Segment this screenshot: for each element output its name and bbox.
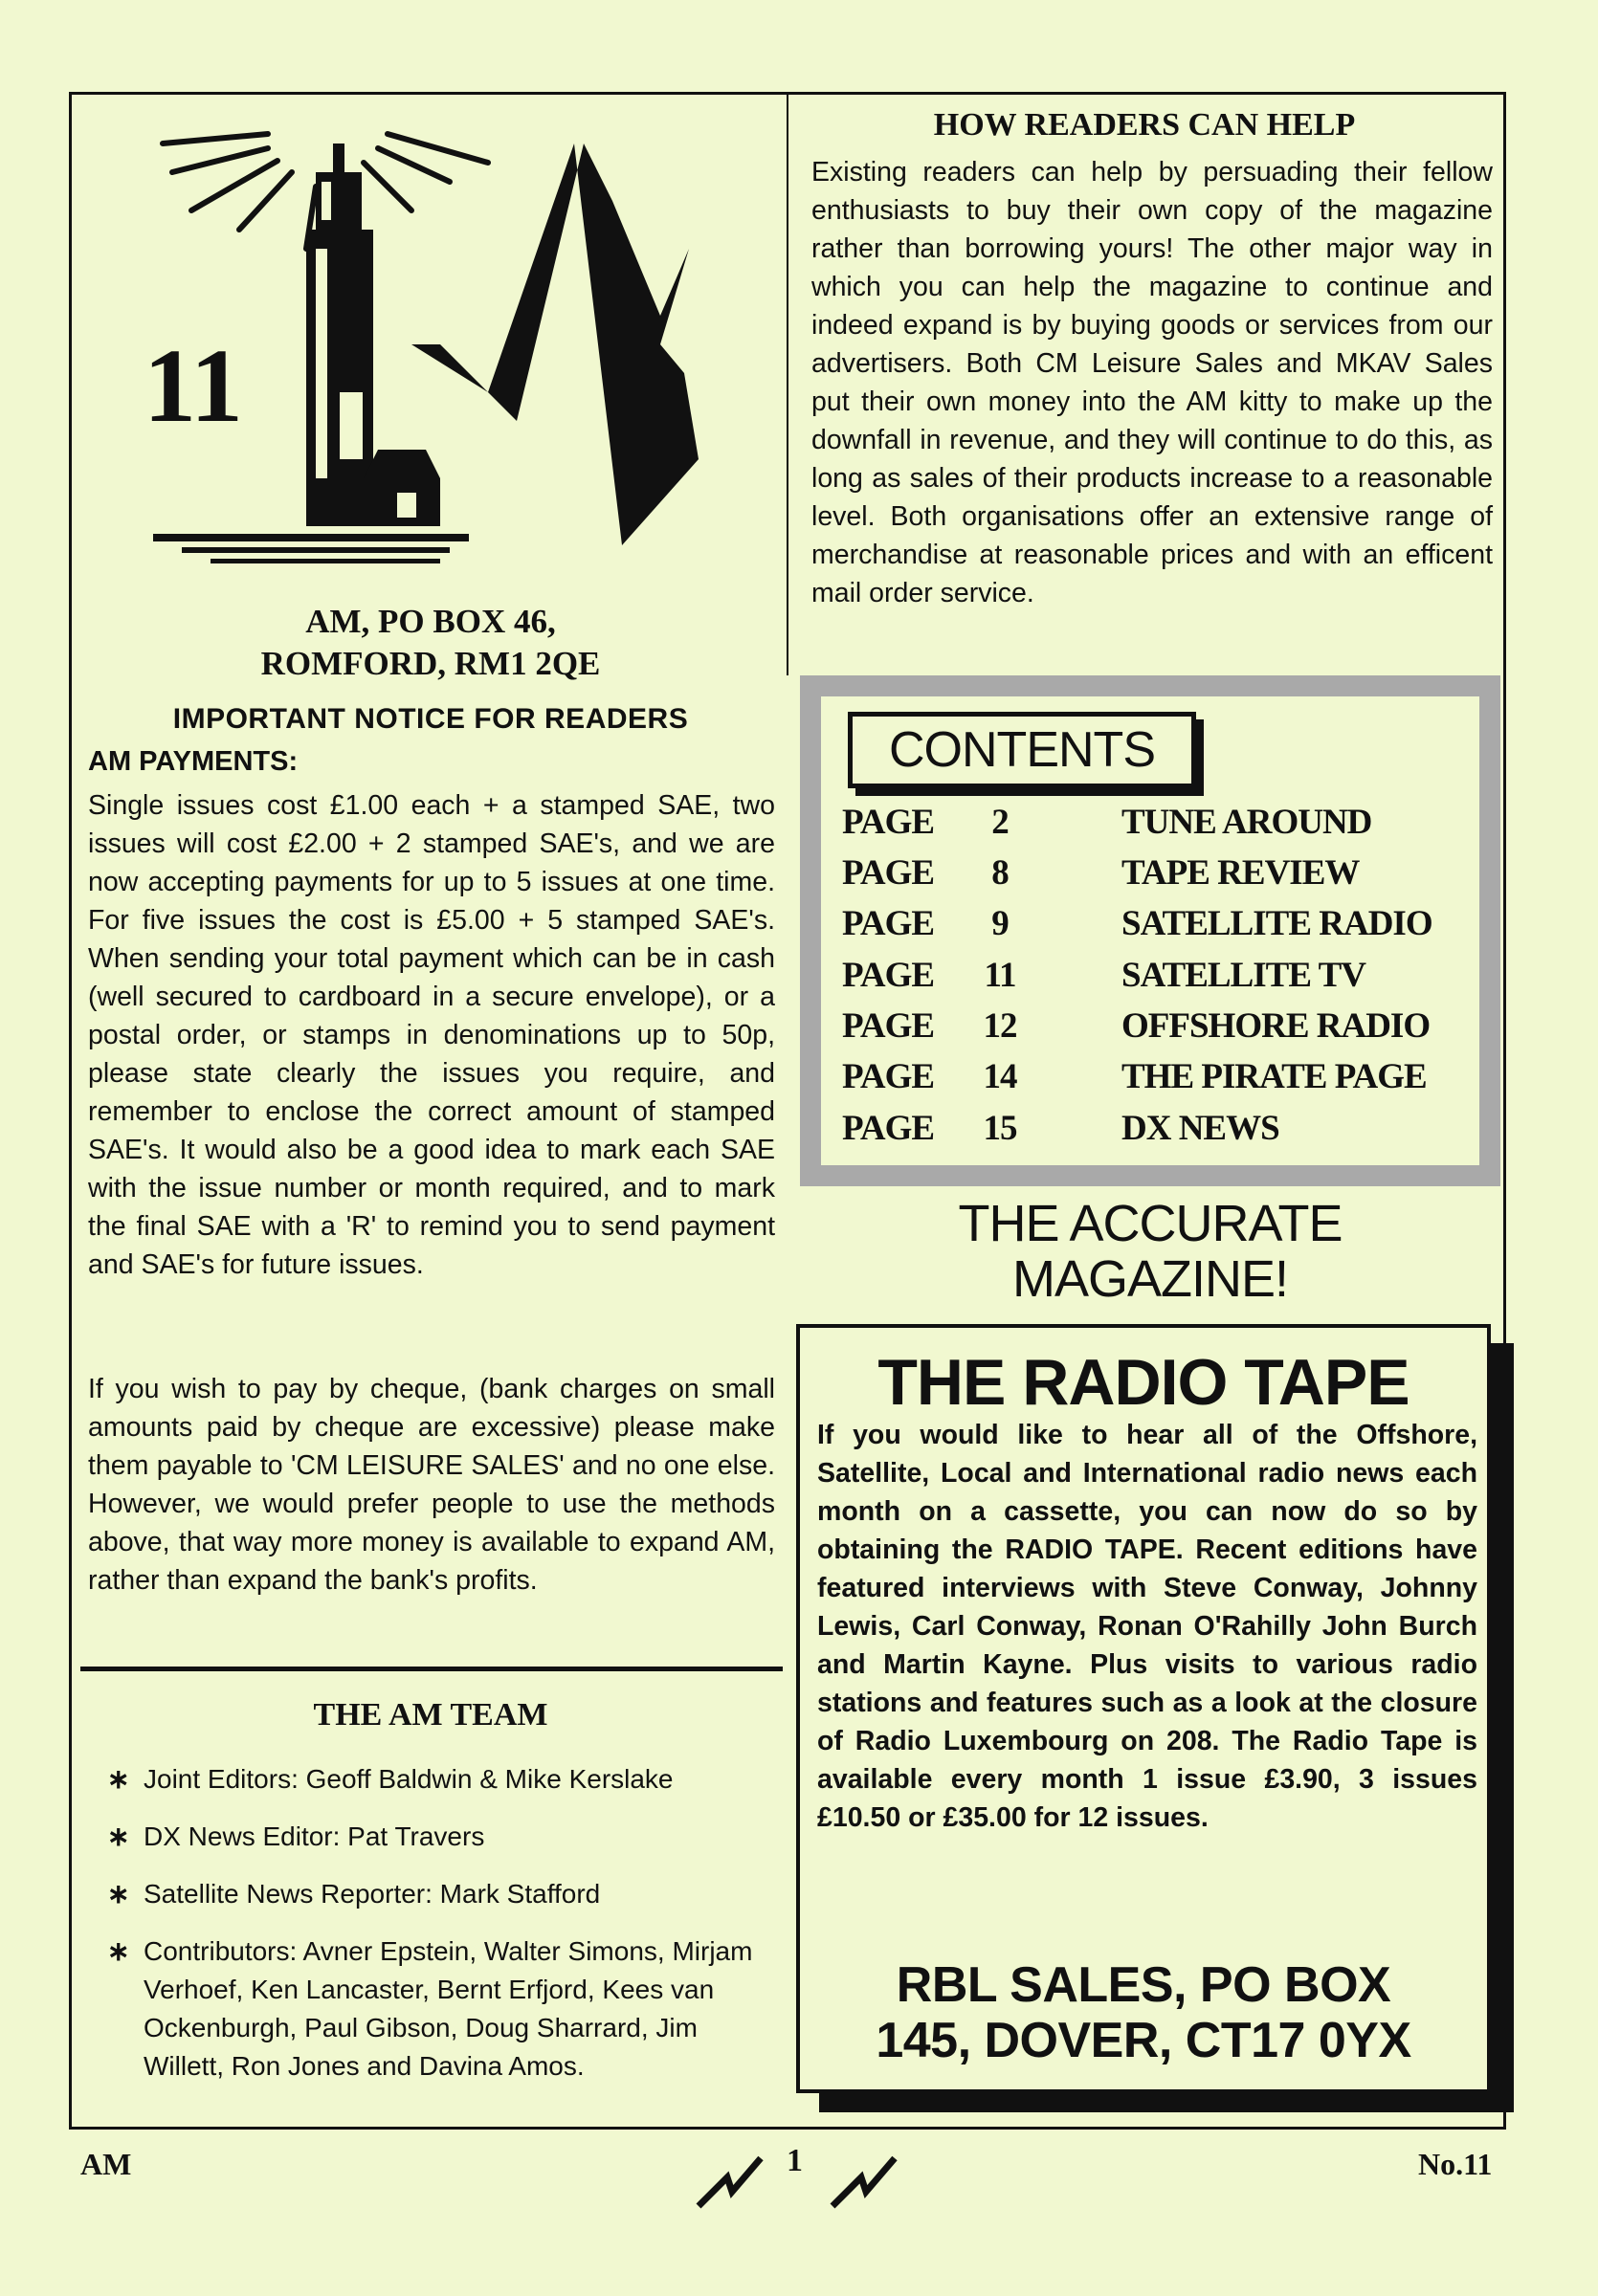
toc-page-number: 8 xyxy=(991,853,1009,893)
toc-page-label: PAGE xyxy=(842,956,935,995)
tagline-line-2: MAGAZINE! xyxy=(1011,1250,1289,1308)
toc-page-label: PAGE xyxy=(842,853,935,893)
address-line-1: AM, PO BOX 46, xyxy=(305,603,556,640)
footer-left: AM xyxy=(80,2147,132,2181)
team-title: THE AM TEAM xyxy=(313,1697,548,1733)
team-item: ∗ Satellite News Reporter: Mark Stafford xyxy=(107,1875,777,1913)
radio-tape-address xyxy=(800,1957,1487,2068)
radio-tape-text: If you would like to hear all of the Offshore, Satellite, Local and International radio news each month on a cassette, you can now do so by obtaining the RADIO TAPE. Recent editions have featured interviews with Steve Conway, Johnny Lewis, Carl Conway, Ronan O'Rahilly John Burch and Martin Kayne. Plus visits to various radio stations and features such as a look at the closure of Radio Luxembourg on 208. The Radio Tape is available every month 1 issue £3.90, 3 issues £10.50 or £35.00 for 12 issues. xyxy=(817,1420,1477,1833)
toc-page-number: 12 xyxy=(983,1006,1017,1046)
address-line-2: ROMFORD, RM1 2QE xyxy=(260,645,601,682)
toc-page-number: 15 xyxy=(983,1109,1017,1148)
toc-title: TAPE REVIEW xyxy=(1121,853,1360,893)
contents-inner xyxy=(821,696,1479,1165)
payments-title: AM PAYMENTS: xyxy=(88,746,299,777)
issue-number: 11 xyxy=(144,327,243,444)
payments-paragraph-2: If you wish to pay by cheque, (bank charges on small amounts paid by cheque are excessive) please make them payable to 'CM LEISURE SALES' and no one else. However, we would prefer people to use the methods above, that way more money is available to expand AM, rather than expand the bank's profits. xyxy=(88,1374,775,1596)
address xyxy=(86,601,775,685)
team-item: ∗ Contributors: Avner Epstein, Walter Simons, Mirjam Verhoef, Ken Lancaster, Bernt Erfjord, Kees van Ockenburgh, Paul Gibson, Doug Sharrard, Jim Willett, Ron Jones and Davina Amos. xyxy=(107,1932,777,2086)
toc-page-label: PAGE xyxy=(842,1006,935,1046)
tagline-line-1: THE ACCURATE xyxy=(958,1195,1343,1252)
radio-tape-title: THE RADIO TAPE xyxy=(877,1346,1409,1419)
toc-title: OFFSHORE RADIO xyxy=(1121,1006,1431,1046)
toc-page-number: 14 xyxy=(983,1057,1017,1096)
page-number: 1 xyxy=(787,2143,803,2178)
section-rule xyxy=(80,1667,783,1671)
toc-page-number: 2 xyxy=(991,803,1009,842)
toc-title: THE PIRATE PAGE xyxy=(1121,1057,1427,1096)
toc-page-label: PAGE xyxy=(842,1057,935,1096)
toc-page-number: 11 xyxy=(984,956,1016,995)
toc-title: DX NEWS xyxy=(1121,1109,1279,1148)
toc-title: SATELLITE TV xyxy=(1121,956,1366,995)
contents-label: CONTENTS xyxy=(848,712,1196,788)
help-paragraph: Existing readers can help by persuading their fellow enthusiasts to buy their own copy of the magazine rather than borrowing yours! The other major way in which you can help the magazine to continue and indeed expand is by buying goods or services from our advertisers. Both CM Leisure Sales and MKAV Sales put their own money into the AM kitty to make up the downfall in revenue, and they will continue to do this, as long as sales of their products increase to a reasonable level. Both organisations offer an extensive range of merchandise at reasonable prices and with an efficent mail order service. xyxy=(811,157,1493,608)
toc-page-label: PAGE xyxy=(842,1109,935,1148)
tagline xyxy=(800,1196,1500,1307)
footer-right: No.11 xyxy=(1418,2147,1493,2181)
radio-tape-address-line-1: RBL SALES, PO BOX xyxy=(896,1957,1391,2013)
toc-title: SATELLITE RADIO xyxy=(1121,904,1432,943)
team-item: ∗ Joint Editors: Geoff Baldwin & Mike Kerslake xyxy=(107,1760,777,1799)
team-list xyxy=(107,1760,777,2105)
toc-page-number: 9 xyxy=(991,904,1009,943)
radio-tape-ad xyxy=(796,1324,1491,2093)
radio-tape-address-line-2: 145, DOVER, CT17 0YX xyxy=(876,2013,1411,2068)
am-logo xyxy=(124,105,794,574)
toc-title: TUNE AROUND xyxy=(1121,803,1372,842)
contents-box xyxy=(800,675,1500,1186)
payments-paragraph-1: Single issues cost £1.00 each + a stamped SAE, two issues will cost £2.00 + 2 stamped SAE's, and we are now accepting payments for up to 5 issues at one time. For five issues the cost is £5.00 + 5 stamped SAE's. When sending your total payment which can be in cash (well secured to cardboard in a secure envelope), or a postal order, or stamps in denominations up to 50p, please state clearly the issues you require, and remember to enclose the correct amount of stamped SAE's. It would also be a good idea to mark each SAE with the issue number or month required, and to mark the final SAE with a 'R' to remind you to send payment and SAE's for future issues. xyxy=(88,790,775,1280)
team-item: ∗ DX News Editor: Pat Travers xyxy=(107,1818,777,1856)
toc-page-label: PAGE xyxy=(842,803,935,842)
notice-title: IMPORTANT NOTICE FOR READERS xyxy=(172,703,689,735)
toc-page-label: PAGE xyxy=(842,904,935,943)
help-title: HOW READERS CAN HELP xyxy=(933,107,1356,143)
